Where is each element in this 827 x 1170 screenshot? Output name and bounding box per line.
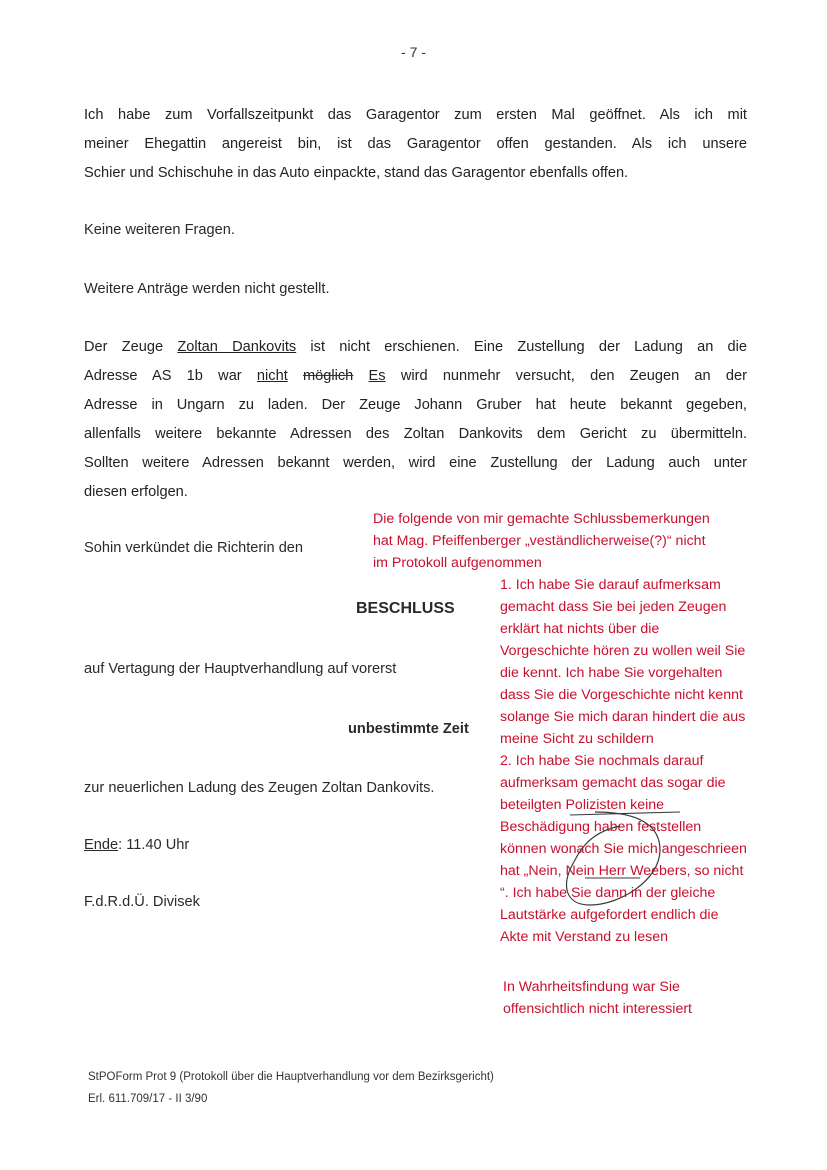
struck-moeglich: möglich (303, 368, 354, 384)
end-label: Ende (84, 837, 119, 853)
annotation-line: erklärt hat nichts über die (500, 621, 660, 637)
sohin-line: Sohin verkündet die Richterin den (84, 540, 304, 556)
text-fragment: ist nicht erschienen. Eine Zustellung der Ladung an die (296, 339, 747, 355)
underlined-nicht: nicht (256, 368, 288, 384)
end-value: : 11.40 Uhr (118, 837, 190, 853)
annotation-line: aufmerksam gemacht das sogar die (500, 775, 726, 791)
signature-line: F.d.R.d.Ü. Divisek (84, 894, 200, 910)
annotation-line: meine Sicht zu schildern (500, 731, 654, 747)
witness-line-4: allenfalls weitere bekannte Adressen des Zoltan Dankovits dem Gericht zu übermitteln. (84, 426, 747, 442)
annotation-line: Beschädigung haben feststellen (500, 819, 702, 835)
annotation-line: Vorgeschichte hören zu wollen weil Sie (500, 643, 746, 659)
witness-line-6: diesen erfolgen. (84, 484, 188, 500)
circle-scribble (567, 812, 660, 905)
beschluss-heading: BESCHLUSS (356, 600, 455, 617)
annotation-line: beteilgten Polizisten keine (500, 797, 665, 813)
annotation-line: die kennt. Ich habe Sie vorgehalten (500, 665, 723, 681)
ladung-line: zur neuerlichen Ladung des Zeugen Zoltan Dankovits. (84, 780, 435, 796)
annotation-line: 1. Ich habe Sie darauf aufmerksam (500, 577, 721, 593)
witness-line-3: Adresse in Ungarn zu laden. Der Zeuge Johann Gruber hat heute bekannt gegeben, (84, 397, 747, 413)
witness-name-underlined: Zoltan Dankovits (177, 339, 297, 355)
annotation-header-line: im Protokoll aufgenommen (373, 555, 542, 571)
annotation-line: hat „Nein, Nein Herr Weebers, so nicht (500, 863, 744, 879)
annotation-header-line: hat Mag. Pfeiffenberger „veständlicherweise(?)“ nicht (373, 533, 706, 549)
annotation-line: solange Sie mich daran hindert die aus (500, 709, 746, 725)
page-number: - 7 - (401, 44, 426, 60)
statement-line-3: Schier und Schischuhe in das Auto einpackte, stand das Garagentor ebenfalls offen. (84, 165, 629, 181)
vertagung-line: auf Vertagung der Hauptverhandlung auf vorerst (84, 661, 397, 677)
form-footer (88, 1066, 494, 1110)
annotation-line: gemacht dass Sie bei jeden Zeugen (500, 599, 727, 615)
annotation-line: Akte mit Verstand zu lesen (500, 929, 668, 945)
no-further-questions: Keine weiteren Fragen. (84, 222, 235, 238)
annotation-line: “. Ich habe Sie dann in der gleiche (500, 885, 716, 901)
statement-line-1: Ich habe zum Vorfallszeitpunkt das Garagentor zum ersten Mal geöffnet. Als ich mit (84, 107, 747, 123)
annotation-line: 2. Ich habe Sie nochmals darauf (500, 753, 704, 769)
form-footer-line: StPOForm Prot 9 (Protokoll über die Hauptverhandlung vor dem Bezirksgericht) (88, 1071, 494, 1083)
unbestimmte-zeit: unbestimmte Zeit (348, 721, 469, 737)
annotation-line: offensichtlich nicht interessiert (503, 1001, 692, 1017)
statement-line-2: meiner Ehegattin angereist bin, ist das Garagentor offen gestanden. Als ich unsere (84, 136, 747, 152)
annotation-header-line: Die folgende von mir gemachte Schlussbemerkungen (373, 511, 710, 527)
annotation-line: dass Sie die Vorgeschichte nicht kennt (500, 687, 743, 703)
underlined-es: Es (368, 368, 386, 384)
text-fragment: wird nunmehr versucht, den Zeugen an der (385, 368, 747, 384)
annotation-line: können wonach Sie mich angeschrieen (500, 841, 747, 857)
no-further-motions: Weitere Anträge werden nicht gestellt. (84, 281, 330, 297)
witness-line-5: Sollten weitere Adressen bekannt werden, wird eine Zustellung der Ladung auch unter (84, 455, 747, 471)
text-fragment: Adresse AS 1b war (84, 368, 257, 384)
annotation-line: In Wahrheitsfindung war Sie (503, 979, 680, 995)
annotation-line: Lautstärke aufgefordert endlich die (500, 907, 719, 923)
form-footer-line: Erl. 611.709/17 - II 3/90 (88, 1093, 208, 1105)
text-fragment: Der Zeuge (84, 339, 178, 355)
